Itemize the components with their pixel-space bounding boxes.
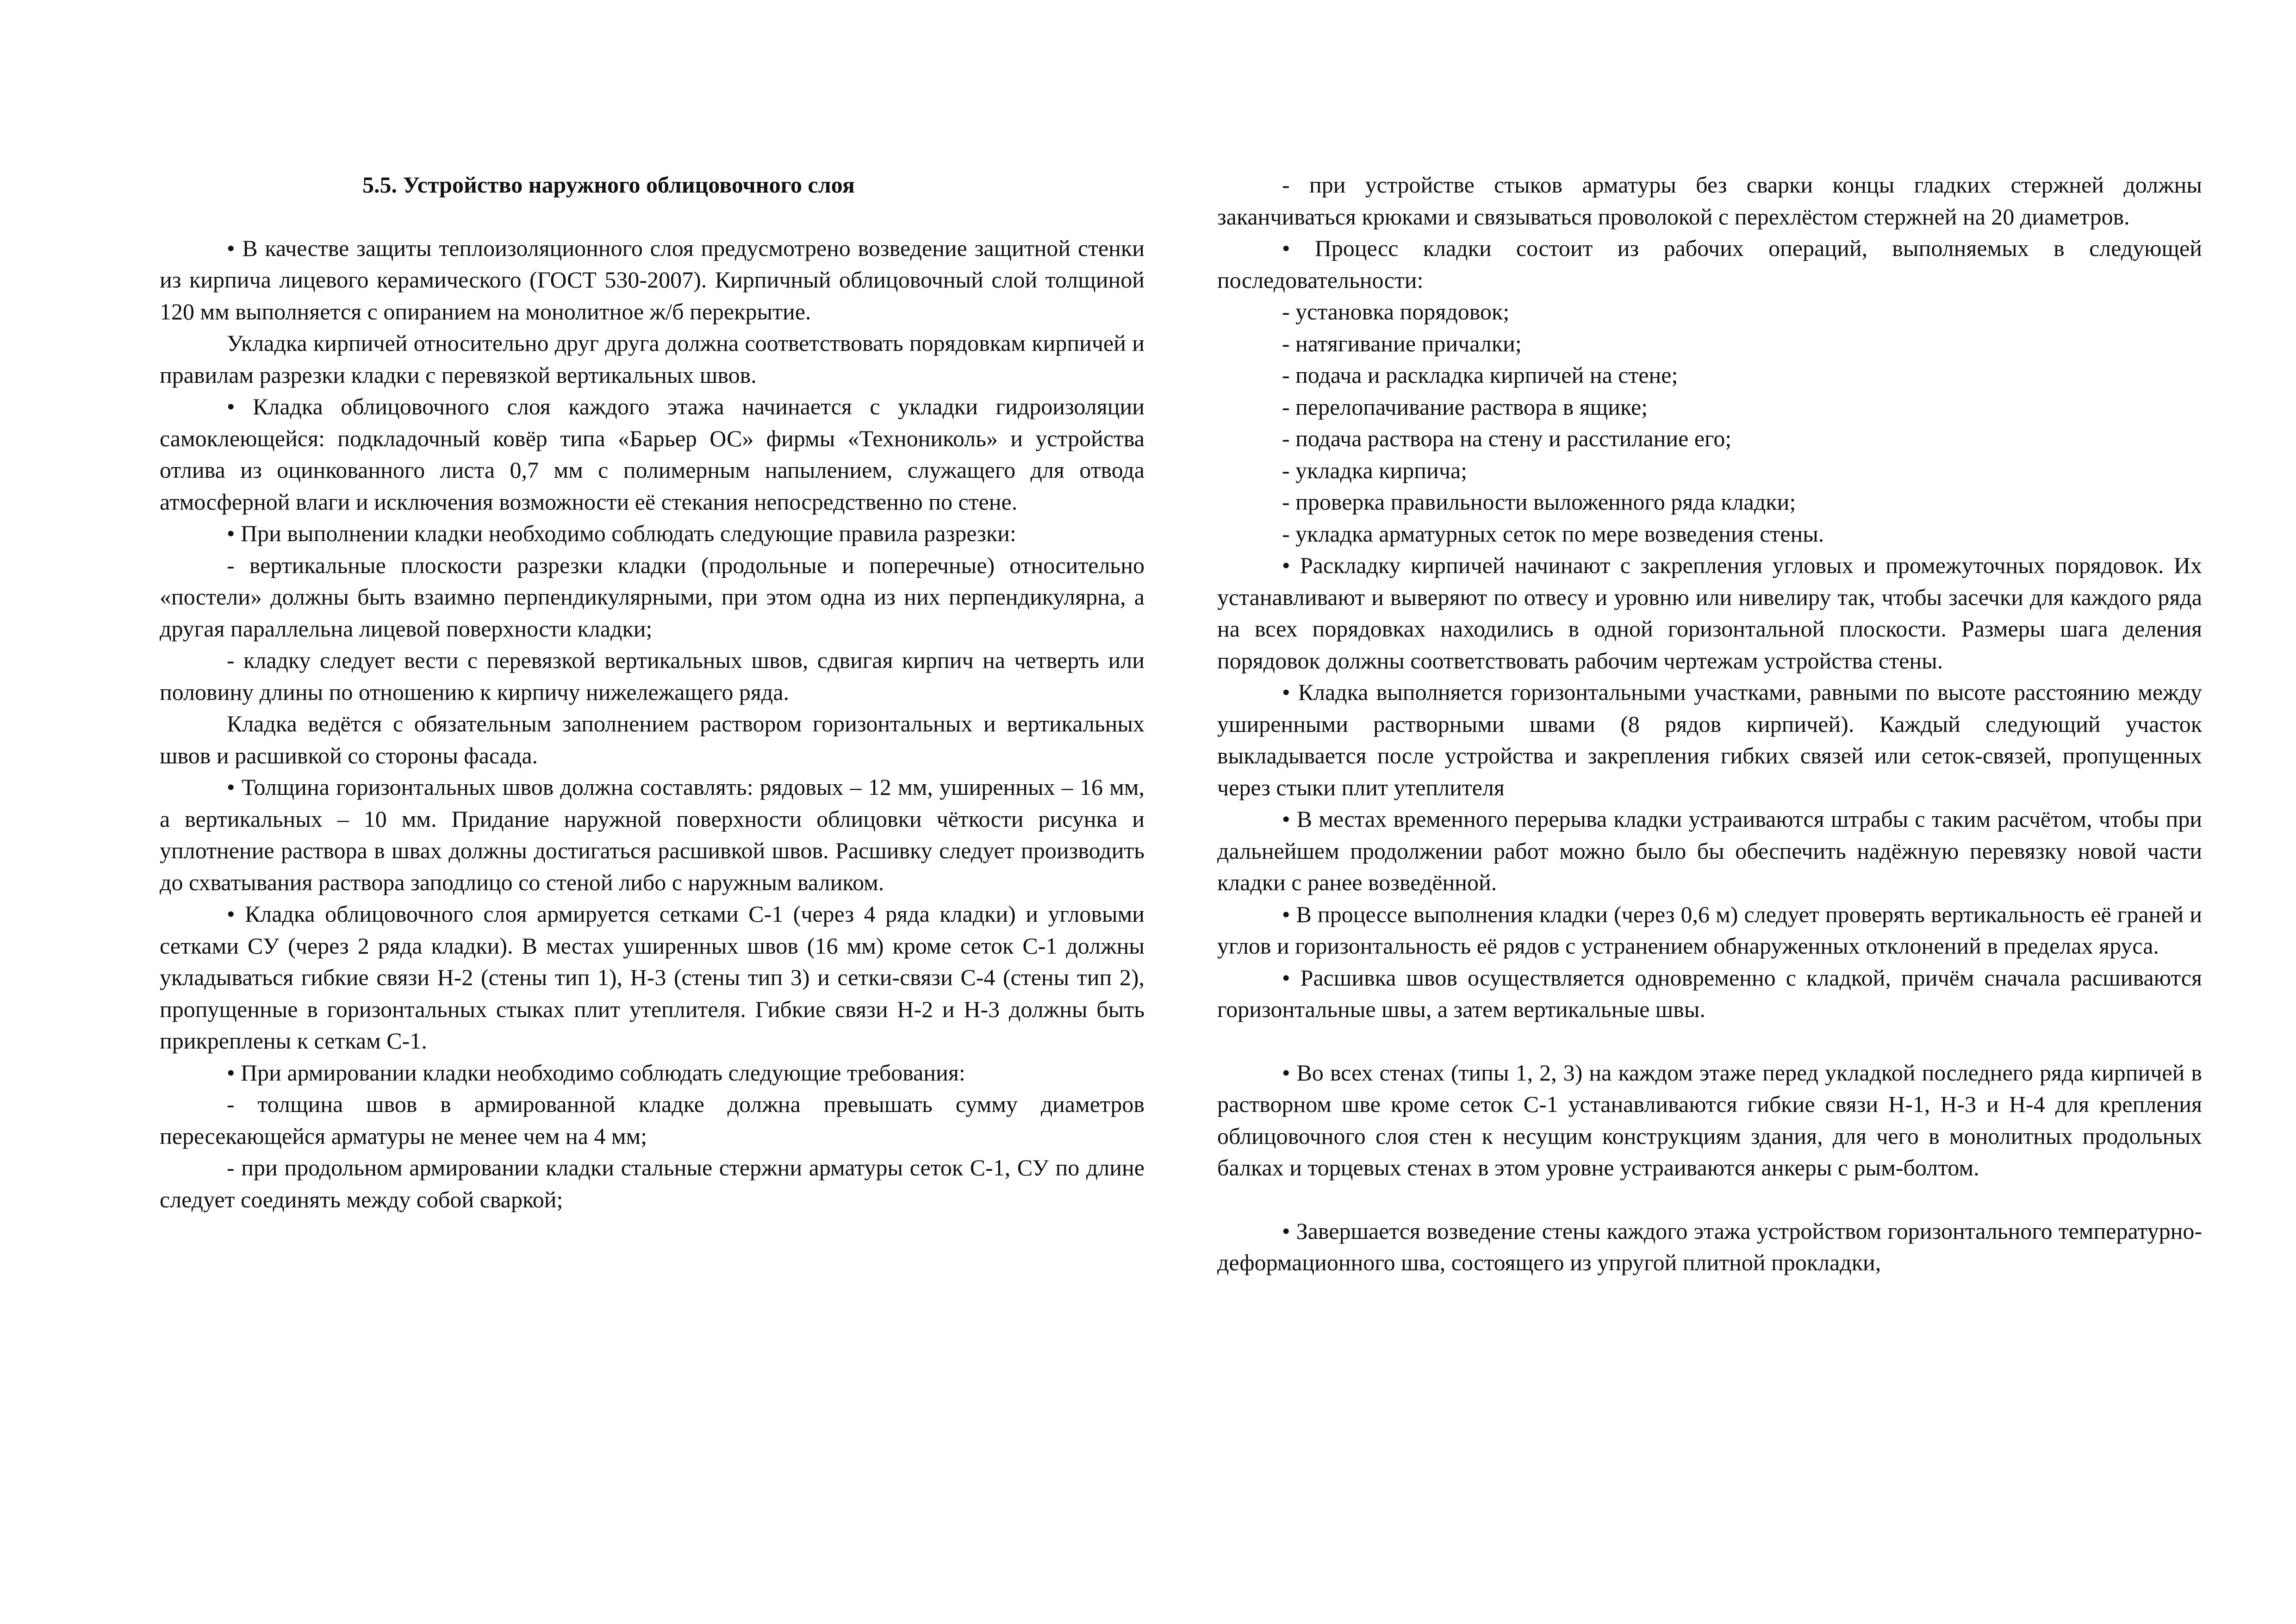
paragraph: - вертикальные плоскости разрезки кладки (продольные и поперечные) относительно «постели» должны быть взаимно перпендикулярными, при этом одна из них перпендикулярна, а другая параллельна лицевой поверхности кладки; <box>160 552 1145 642</box>
paragraph: • Кладка облицовочного слоя каждого этажа начинается с укладки гидроизоляции самоклеющейся: подкладочный ковёр типа «Барьер ОС» фирмы «Технониколь» и устройства отлива из оцинкованного листа 0,7 мм с полимерным напылением, служащего для отвода атмосферной влаги и исключения возможности её стекания непосредственно по стене. <box>160 394 1145 515</box>
paragraph: • Процесс кладки состоит из рабочих операций, выполняемых в следующей последовательности: <box>1217 235 2202 293</box>
left-column <box>160 169 1145 1215</box>
paragraph: • В качестве защиты теплоизоляционного слоя предусмотрено возведение защитной стенки из кирпича лицевого керамического (ГОСТ 530-2007). Кирпичный облицовочный слой толщиной 120 мм выполняется с опиранием на монолитное ж/б перекрытие. <box>160 235 1145 325</box>
paragraph: • Кладка облицовочного слоя армируется сетками С-1 (через 4 ряда кладки) и угловыми сетками СУ (через 2 ряда кладки). В местах уширенных швов (16 мм) кроме сеток С-1 должны укладываться гибкие связи Н-2 (стены тип 1), Н-3 (стены тип 3) и сетки-связи С-4 (стены тип 2), пропущенные в горизонтальных стыках плит утеплителя. Гибкие связи Н-2 и Н-3 должны быть прикреплены к сеткам С-1. <box>160 901 1145 1054</box>
paragraph: • Во всех стенах (типы 1, 2, 3) на каждом этаже перед укладкой последнего ряда кирпичей в растворном шве кроме сеток С-1 устанавливаются гибкие связи Н-1, Н-3 и Н-4 для крепления облицовочного слоя стен к несущим конструкциям здания, для чего в монолитных продольных балках и торцевых стенах в этом уровне устраиваются анкеры с рым-болтом. <box>1217 1059 2202 1181</box>
list-item: - укладка кирпича; <box>1282 457 1468 483</box>
list-item: - подача и раскладка кирпичей на стене; <box>1282 362 1678 388</box>
section-heading: 5.5. Устройство наружного облицовочного слоя <box>362 172 855 198</box>
right-column <box>1217 169 2202 1279</box>
paragraph: • Завершается возведение стены каждого этажа устройством горизонтального температурно-деформационного шва, состоящего из упругой плитной прокладки, <box>1217 1218 2202 1275</box>
list-item: - натягивание причалки; <box>1282 330 1522 356</box>
paragraph: - при продольном армировании кладки стальные стержни арматуры сеток С-1, СУ по длине следует соединять между собой сваркой; <box>160 1155 1145 1212</box>
paragraph-spacer <box>1217 1025 2202 1057</box>
paragraph: • Расшивка швов осуществляется одновременно с кладкой, причём сначала расшиваются горизонтальные швы, а затем вертикальные швы. <box>1217 964 2202 1022</box>
paragraph: • В местах временного перерыва кладки устраиваются штрабы с таким расчётом, чтобы при дальнейшем продолжении работ можно было бы обеспечить надёжную перевязку новой части кладки с ранее возведённой. <box>1217 806 2202 895</box>
list-item: - установка порядовок; <box>1282 299 1510 325</box>
paragraph: • При выполнении кладки необходимо соблюдать следующие правила разрезки: <box>227 520 1016 546</box>
list-item: - проверка правильности выложенного ряда кладки; <box>1282 489 1796 515</box>
paragraph: - толщина швов в армированной кладке должна превышать сумму диаметров пересекающейся арматуры не менее чем на 4 мм; <box>160 1091 1145 1149</box>
list-item: - подача раствора на стену и расстилание его; <box>1282 425 1732 451</box>
paragraph: - кладку следует вести с перевязкой вертикальных швов, сдвигая кирпич на четверть или половину длины по отношению к кирпичу нижележащего ряда. <box>160 647 1145 705</box>
list-item: - укладка арматурных сеток по мере возведения стены. <box>1282 520 1824 547</box>
paragraph: Укладка кирпичей относительно друг друга должна соответствовать порядовкам кирпичей и правилам разрезки кладки с перевязкой вертикальных швов. <box>160 330 1145 388</box>
paragraph: • Толщина горизонтальных швов должна составлять: рядовых – 12 мм, уширенных – 16 мм, а вертикальных – 10 мм. Придание наружной поверхности облицовки чёткости рисунка и уплотнение раствора в швах должны достигаться расшивкой швов. Расшивку следует производить до схватывания раствора заподлицо со стеной либо с наружным валиком. <box>160 774 1145 895</box>
paragraph: - при устройстве стыков арматуры без сварки концы гладких стержней должны заканчиваться крюками и связываться проволокой с перехлёстом стержней на 20 диаметров. <box>1217 172 2202 230</box>
paragraph: Кладка ведётся с обязательным заполнением раствором горизонтальных и вертикальных швов и расшивкой со стороны фасада. <box>160 711 1145 768</box>
paragraph: • При армировании кладки необходимо соблюдать следующие требования: <box>227 1059 965 1086</box>
paragraph: • Раскладку кирпичей начинают с закрепления угловых и промежуточных порядовок. Их устанавливают и выверяют по отвесу и уровню или нивелиру так, чтобы засечки для каждого ряда на всех порядовках находились в одной горизонтальной плоскости. Размеры шага деления порядовок должны соответствовать рабочим чертежам устройства стены. <box>1217 552 2202 674</box>
paragraph-spacer <box>1217 1184 2202 1215</box>
paragraph: • В процессе выполнения кладки (через 0,6 м) следует проверять вертикальность её граней и углов и горизонтальность её рядов с устранением обнаруженных отклонений в пределах яруса. <box>1217 901 2202 959</box>
paragraph: • Кладка выполняется горизонтальными участками, равными по высоте расстоянию между уширенными растворными швами (8 рядов кирпичей). Каждый следующий участок выкладывается после устройства и закрепления гибких связей или сеток-связей, пропущенных через стыки плит утеплителя <box>1217 679 2202 800</box>
list-item: - перелопачивание раствора в ящике; <box>1282 394 1648 420</box>
